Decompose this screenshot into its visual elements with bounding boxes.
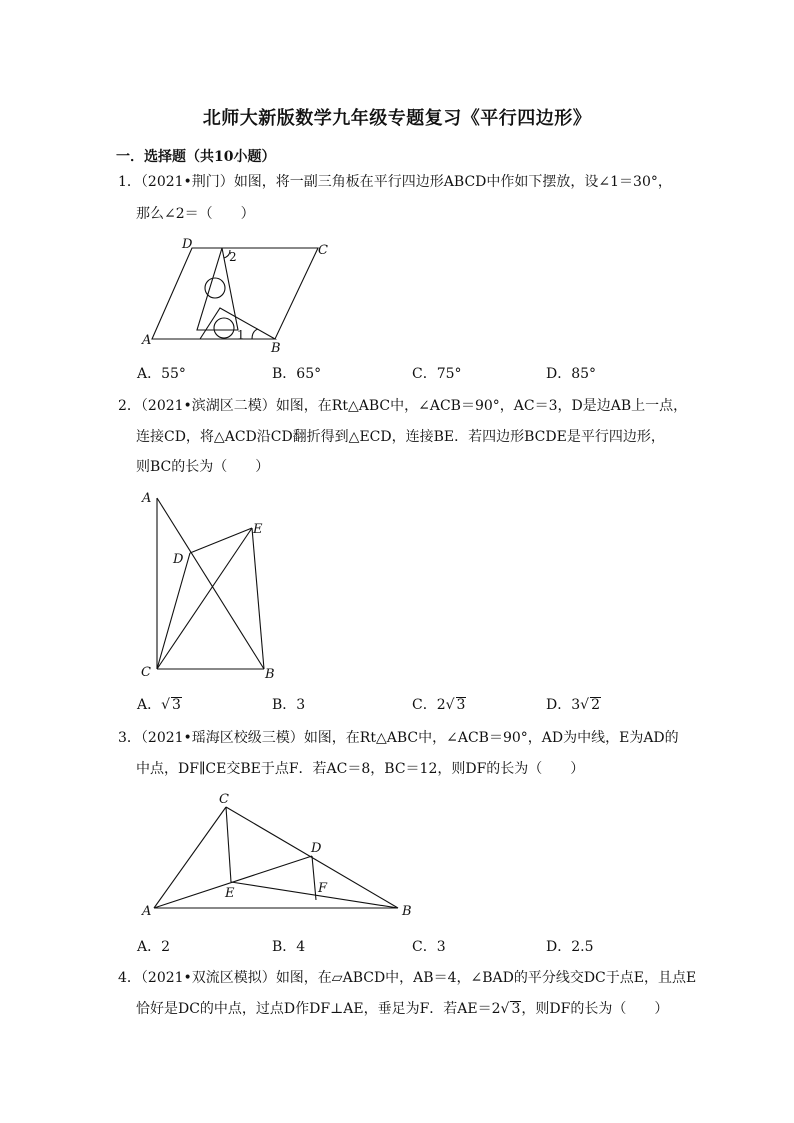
question-3-option-d: D．2.5 <box>546 939 594 955</box>
triangle-hole-upper <box>205 278 225 298</box>
question-3-line-2: 中点，DF∥CE交BE于点F．若AC＝8，BC＝12，则DF的长为（ ） <box>136 761 585 777</box>
label-C: C <box>141 665 151 680</box>
question-1-number: 1． <box>118 174 141 190</box>
question-1-option-c: C．75° <box>412 366 462 382</box>
segment-cd <box>157 553 190 669</box>
label-angle-1: 1 <box>237 328 245 342</box>
label-E: E <box>253 522 263 537</box>
sqrt-radicand: 3 <box>456 697 466 713</box>
question-4-source: （2021•双流区模拟） <box>140 970 276 986</box>
question-3-option-c: C．3 <box>412 939 446 955</box>
question-2-source: （2021•滨湖区二模） <box>140 398 276 414</box>
question-1-source: （2021•荆门） <box>140 174 234 190</box>
question-2-option-b: B．3 <box>272 697 306 713</box>
question-2-line-3: 则BC的长为（ ） <box>136 459 270 475</box>
segment-ac <box>154 807 226 908</box>
segment-ce <box>157 528 252 669</box>
question-3-option-b: B．4 <box>272 939 306 955</box>
question-1-text: 如图，将一副三角板在平行四边形ABCD中作如下摆放，设∠1＝30°， <box>233 174 672 190</box>
label-D: D <box>182 237 193 252</box>
question-2-option-a: A．√ 3 <box>137 697 181 713</box>
question-4-line-2: 恰好是DC的中点，过点D作DF⊥AE，垂足为F．若AE＝2√ 3，则DF的长为（ ） <box>136 1001 669 1017</box>
question-2-option-d: D．3√ 2 <box>546 697 600 713</box>
sqrt-radicand: 2 <box>591 697 600 713</box>
label-B: B <box>265 667 275 682</box>
label-C: C <box>318 243 328 258</box>
question-3-text: 如图，在Rt△ABC中，∠ACB＝90°，AD为中线，E为AD的 <box>303 730 679 746</box>
triangle-hole-lower <box>214 318 234 338</box>
question-2-number: 2． <box>118 398 141 414</box>
document-title: 北师大新版数学九年级专题复习《平行四边形》 <box>202 108 592 129</box>
label-C: C <box>219 792 229 807</box>
sqrt-radicand: 3 <box>511 1001 521 1017</box>
label-D: D <box>311 841 322 856</box>
question-1-line-2: 那么∠2＝（ ） <box>136 206 255 222</box>
segment-ce <box>226 807 231 882</box>
question-1-option-a: A．55° <box>137 366 186 382</box>
question-3-source: （2021•瑶海区校级三模） <box>140 730 304 746</box>
segment-de <box>190 528 252 553</box>
segment-ab <box>157 498 264 669</box>
label-B: B <box>271 341 281 356</box>
question-3-number: 3． <box>118 730 141 746</box>
question-2-line-2: 连接CD，将△ACD沿CD翻折得到△ECD，连接BE．若四边形BCDE是平行四边形， <box>136 429 665 445</box>
question-3-line-1 <box>118 728 679 748</box>
section-heading: 一．选择题（共10小题） <box>116 149 276 165</box>
segment-eb <box>252 528 264 669</box>
label-D: D <box>173 552 184 567</box>
label-A: A <box>142 333 152 348</box>
question-1-line-1 <box>118 172 672 192</box>
question-1-option-b: B．65° <box>272 366 322 382</box>
question-2-line-1 <box>118 396 687 416</box>
question-2-text: 如图，在Rt△ABC中，∠ACB＝90°，AC＝3，D是边AB上一点， <box>275 398 688 414</box>
question-3-option-a: A．2 <box>137 939 171 955</box>
question-2-figure <box>140 488 280 680</box>
question-4-text: 如图，在▱ABCD中，AB＝4，∠BAD的平分线交DC于点E，且点E <box>275 970 697 986</box>
label-angle-2: 2 <box>229 250 237 264</box>
question-4-number: 4． <box>118 970 141 986</box>
question-2-option-c: C．2√ 3 <box>412 697 466 713</box>
angle-1-arc <box>252 329 258 339</box>
sqrt-radicand: 3 <box>172 697 181 713</box>
label-E: E <box>225 886 235 901</box>
label-A: A <box>142 491 152 506</box>
label-F: F <box>318 881 328 896</box>
question-4-line-1 <box>118 968 696 988</box>
question-3-figure <box>140 788 420 920</box>
question-1-figure <box>140 236 340 356</box>
segment-df <box>312 856 316 900</box>
question-1-option-d: D．85° <box>546 366 597 382</box>
label-B: B <box>402 904 412 919</box>
label-A: A <box>142 904 152 919</box>
